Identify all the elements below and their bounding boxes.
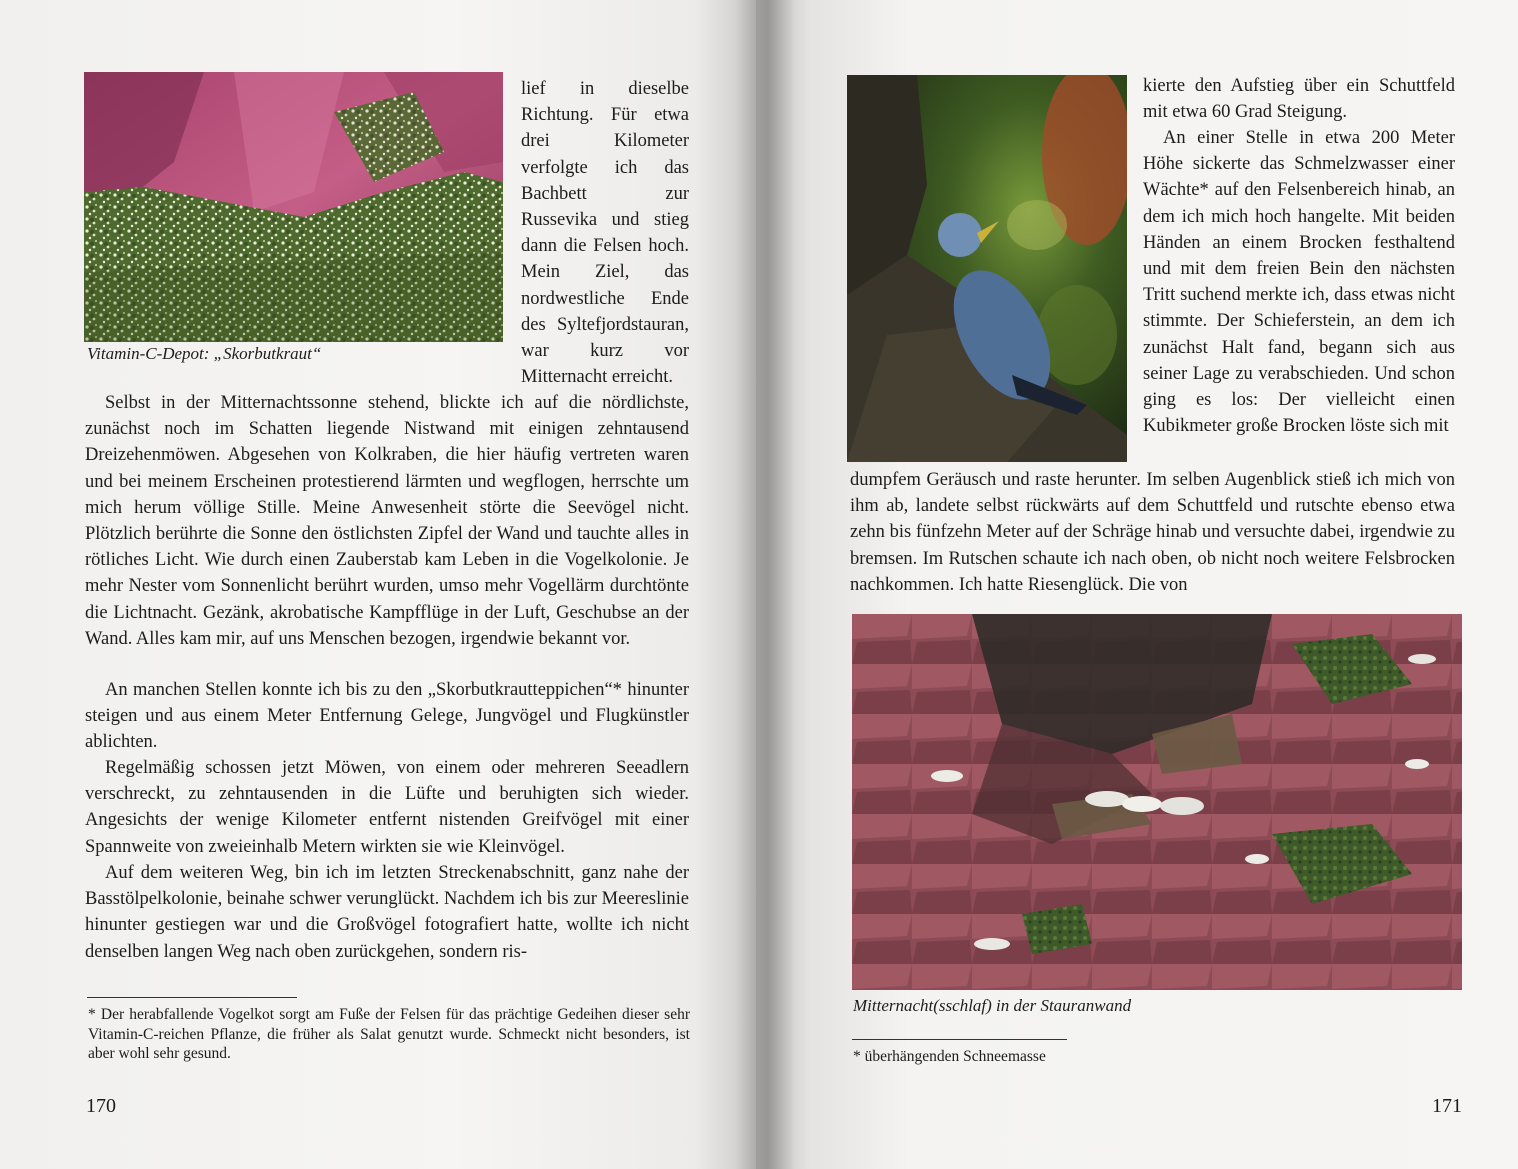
page-number: 170 [86, 1095, 116, 1117]
footnote-rule [852, 1039, 1067, 1040]
bird-photo [847, 75, 1127, 462]
bird-illustration [847, 75, 1127, 462]
nesting-cliff-illustration [852, 614, 1462, 990]
full-width-text: dumpfem Geräusch und raste herunter. Im selben Augenblick stieß ich mich von ihm ab, landete selbst rückwärts auf dem Schuttfeld und rutschte ebenso etwa zehn bis fünfzehn Meter auf der Schräge hinab und versuchte dabei, irgendwie zu bremsen. Im Rutschen schaute ich nach oben, ob nicht noch weitere Felsbrocken nachkommen. Ich hatte Riesenglück. Die von [850, 470, 1455, 595]
figure-caption: Vitamin-C-Depot: „Skorbutkraut“ [87, 344, 322, 363]
paragraph-1: Selbst in der Mitternachtssonne stehend, blickte ich auf die nördlichste, zunächst noch im Schatten liegende Nistwand mit einigen zehntausend Dreizehenmöwen. Abgesehen von Kolkraben, die hier häufig vertreten waren und bei meinem Erscheinen protestierend lärmten und wegflogen, herrschte um mich herum völlige Stille. Meine Anwesenheit störte die Seevögel nicht. Plötzlich berührte die Sonne den östlichsten Zipfel der Wand und tauchte alles in rötliches Licht. Wie durch einen Zauberstab kam Leben in die Vogelkolonie. Je mehr Nester vom Sonnenlicht berührt wurden, umso mehr Vogellärm durchtönte die Lichtnacht. Gezänk, akrobatische Kampfflüge in der Luft, Geschubse an der Wand. Alles kam mir, auf uns Menschen bezogen, irgendwie bekannt vor. [85, 393, 689, 649]
beside-photo-text: lief in dieselbe Richtung. Für etwa drei Kilometer verfolgte ich das Bachbett zur Russevika und stieg dann die Felsen hoch. Mein Ziel, das nordwestliche Ende des Syltefjordstauran, war kurz vor Mitternacht erreicht. [521, 79, 689, 388]
left-page [0, 0, 756, 1169]
beside-photo-text-1: kierte den Aufstieg über ein Schuttfeld mit etwa 60 Grad Steigung. [1143, 76, 1455, 123]
paragraph-3: Regelmäßig schossen jetzt Möwen, von einem oder mehreren Seeadlern verschreckt, zu zehntausenden in die Lüfte und beruhigten sich wieder. Angesichts der wenige Kilometer entfernt nistenden Greifvögel mit einer Spannweite von zweieinhalb Metern wirkten sie wie Kleinvögel. [85, 758, 689, 857]
beside-photo-text-2: An einer Stelle in etwa 200 Meter Höhe sickerte das Schmelzwasser einer Wächte* auf den Felsenbereich hinab, an dem ich mich hoch hangelte. Mit beiden Händen an einem Brocken festhaltend und mit dem freien Bein den nächsten Tritt suchend merkte ich, dass etwas nicht stimmte. Der Schieferstein, an dem ich zunächst Halt fand, begann sich aus seiner Lage zu verabschieden. Und schon ging es los: Der vielleicht einen Kubikmeter große Brocken löste sich mit [1143, 128, 1455, 437]
book-gutter [735, 0, 795, 1169]
footnote: * überhängenden Schneemasse [853, 1048, 1046, 1065]
footnote: * Der herabfallende Vogelkot sorgt am Fuße der Felsen für das prächtige Gedeihen dieser sehr Vitamin-C-reichen Pflanze, die früher als Salat genutzt wurde. Schmeckt nicht besonders, ist aber wohl sehr gesund. [88, 1006, 690, 1062]
paragraph-4: Auf dem weiteren Weg, bin ich im letzten Streckenabschnitt, ganz nahe der Basstölpelkolonie, beinahe schwer verunglückt. Nachdem ich bis zur Meereslinie hinunter gestiegen war und die Großvögel fotografiert hatte, wollte ich nicht denselben langen Weg nach oben zurückgehen, sondern ris- [85, 863, 689, 962]
footnote-rule [87, 997, 297, 998]
scurvy-grass-illustration [84, 72, 503, 342]
page-number: 171 [1432, 1095, 1462, 1117]
nesting-cliff-photo [852, 614, 1462, 990]
scurvy-grass-photo [84, 72, 503, 342]
right-page [756, 0, 1518, 1169]
paragraph-2: An manchen Stellen konnte ich bis zu den „Skorbutkrautteppichen“* hinunter steigen und aus einem Meter Entfernung Gelege, Jungvögel und Flugkünstler ablichten. [85, 680, 689, 753]
figure-caption: Mitternacht(sschlaf) in der Stauranwand [853, 996, 1132, 1015]
